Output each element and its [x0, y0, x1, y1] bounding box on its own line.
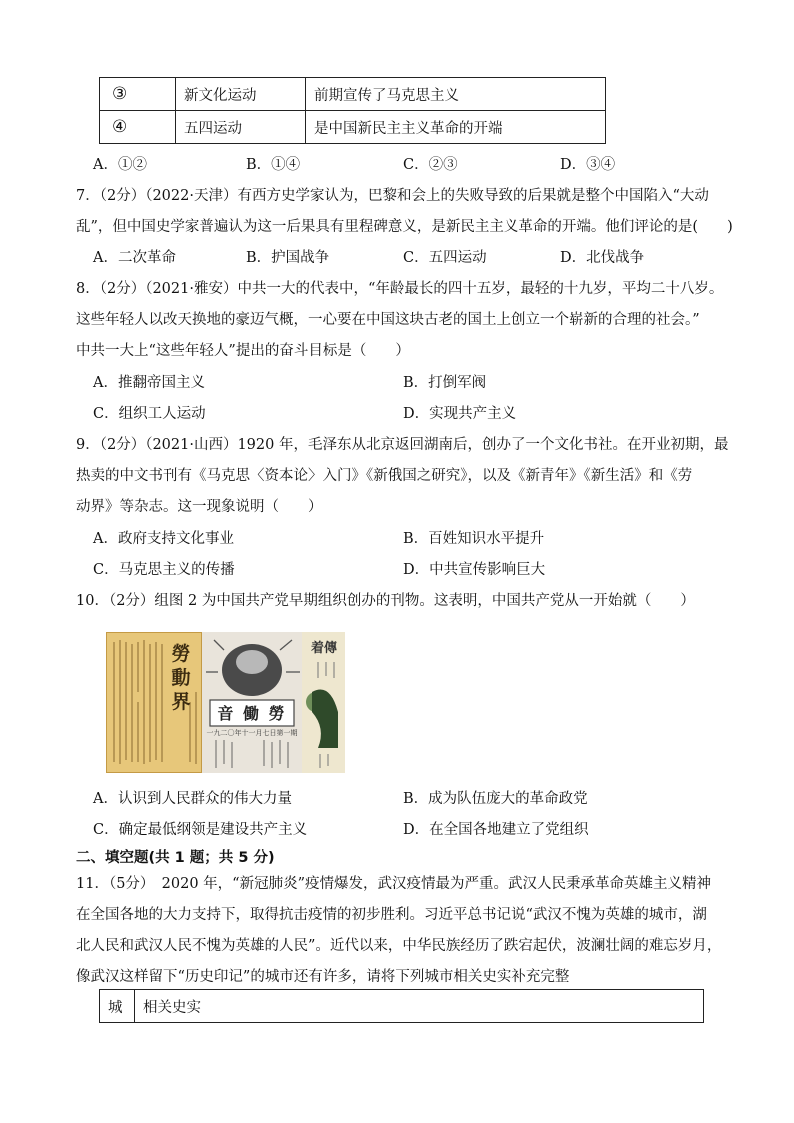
q10-option-d: D．在全国各地建立了党组织 [403, 822, 589, 838]
panel2-date: 一九二〇年十一月七日第一期 [206, 729, 298, 737]
table-header-facts: 相关史实 [135, 990, 704, 1023]
q9-stem-line2: 热卖的中文书刊有《马克思〈资本论〉入门》《新俄国之研究》，以及《新青年》《新生活》和《劳 [76, 468, 693, 484]
table-cell-event: 新文化运动 [176, 78, 306, 111]
q6-option-c: C．②③ [403, 157, 458, 173]
q11-stem-line3: 北人民和武汉人民不愧为英雄的人民”。近代以来，中华民族经历了跌宕起伏，波澜壮阔的难忘岁月， [76, 938, 722, 954]
q8-stem-line3: 中共一大上“这些年轻人”提出的奋斗目标是（ ） [76, 343, 410, 359]
panel1-title-char2: 動 [171, 667, 191, 689]
q8-option-d: D．实现共产主义 [403, 406, 517, 422]
q8-option-c: C．组织工人运动 [93, 406, 206, 422]
panel1-title-char1: 勞 [171, 643, 191, 665]
q6-option-a: A．①② [93, 157, 147, 173]
panel3-title: 着傳 [310, 641, 338, 656]
q11-stem-line1: 11．（5分） 2020 年，“新冠肺炎”疫情爆发，武汉疫情最为严重。武汉人民秉承革命英雄主义精神 [76, 876, 712, 892]
q10-option-b: B．成为队伍庞大的革命政党 [403, 791, 588, 807]
table-row [100, 78, 606, 111]
q8-option-b: B．打倒军阀 [403, 375, 487, 391]
table-row [100, 990, 704, 1023]
panel2-title: 音 働 勞 [217, 704, 287, 723]
q8-option-a: A．推翻帝国主义 [93, 375, 205, 391]
q6-option-b: B．①④ [246, 157, 301, 173]
periodical-collage-svg [106, 632, 345, 773]
table-cell-desc: 前期宣传了马克思主义 [306, 78, 606, 111]
q7-option-c: C．五四运动 [403, 250, 487, 266]
top-table [99, 77, 606, 144]
table-header-city: 城 [100, 990, 135, 1023]
q10-stem-line1: 10．（2分）组图 2 为中国共产党早期组织创办的刊物。这表明，中国共产党从一开始就（ ） [76, 593, 695, 609]
q9-option-a: A．政府支持文化事业 [93, 531, 234, 547]
q9-option-b: B．百姓知识水平提升 [403, 531, 545, 547]
panel1-title-char3: 界 [171, 691, 191, 713]
q9-option-d: D．中共宣传影响巨大 [403, 562, 546, 578]
q9-stem-line1: 9．（2分）（2021·山西）1920 年，毛泽东从北京返回湖南后，创办了一个文化书社。在开业初期，最 [76, 437, 729, 453]
table-cell-event: 五四运动 [176, 111, 306, 144]
table-cell-desc: 是中国新民主主义革命的开端 [306, 111, 606, 144]
table-cell-num: ④ [100, 111, 176, 144]
q7-option-d: D．北伐战争 [560, 250, 645, 266]
periodical-collage-image [106, 632, 345, 773]
q6-option-d: D．③④ [560, 157, 616, 173]
q8-stem-line1: 8．（2分）（2021·雅安）中共一大的代表中，“年龄最长的四十五岁，最轻的十九岁，平均二十八岁。 [76, 281, 724, 297]
city-facts-table [99, 989, 704, 1023]
q7-option-a: A．二次革命 [93, 250, 176, 266]
table-row [100, 111, 606, 144]
q7-stem-line2: 乱”，但中国史学家普遍认为这一后果具有里程碑意义，是新民主主义革命的开端。他们评论的是( ) [76, 219, 733, 235]
table-cell-num: ③ [100, 78, 176, 111]
q10-option-c: C．确定最低纲领是建设共产主义 [93, 822, 308, 838]
q7-option-b: B．护国战争 [246, 250, 330, 266]
q7-stem-line1: 7．（2分）（2022·天津）有西方史学家认为，巴黎和会上的失败导致的后果就是整个中国陷入“大动 [76, 188, 709, 204]
q10-option-a: A．认识到人民群众的伟大力量 [93, 791, 292, 807]
q9-stem-line3: 动界》等杂志。这一现象说明（ ） [76, 499, 323, 515]
section-heading: 二、填空题(共 1 题；共 5 分) [76, 850, 275, 866]
q8-stem-line2: 这些年轻人以改天换地的豪迈气概，一心要在中国这块古老的国土上创立一个崭新的合理的社会。” [76, 312, 700, 328]
q9-option-c: C．马克思主义的传播 [93, 562, 235, 578]
q11-stem-line4: 像武汉这样留下“历史印记”的城市还有许多，请将下列城市相关史实补充完整 [76, 969, 570, 985]
q11-stem-line2: 在全国各地的大力支持下，取得抗击疫情的初步胜利。习近平总书记说“武汉不愧为英雄的城市，湖 [76, 907, 707, 923]
